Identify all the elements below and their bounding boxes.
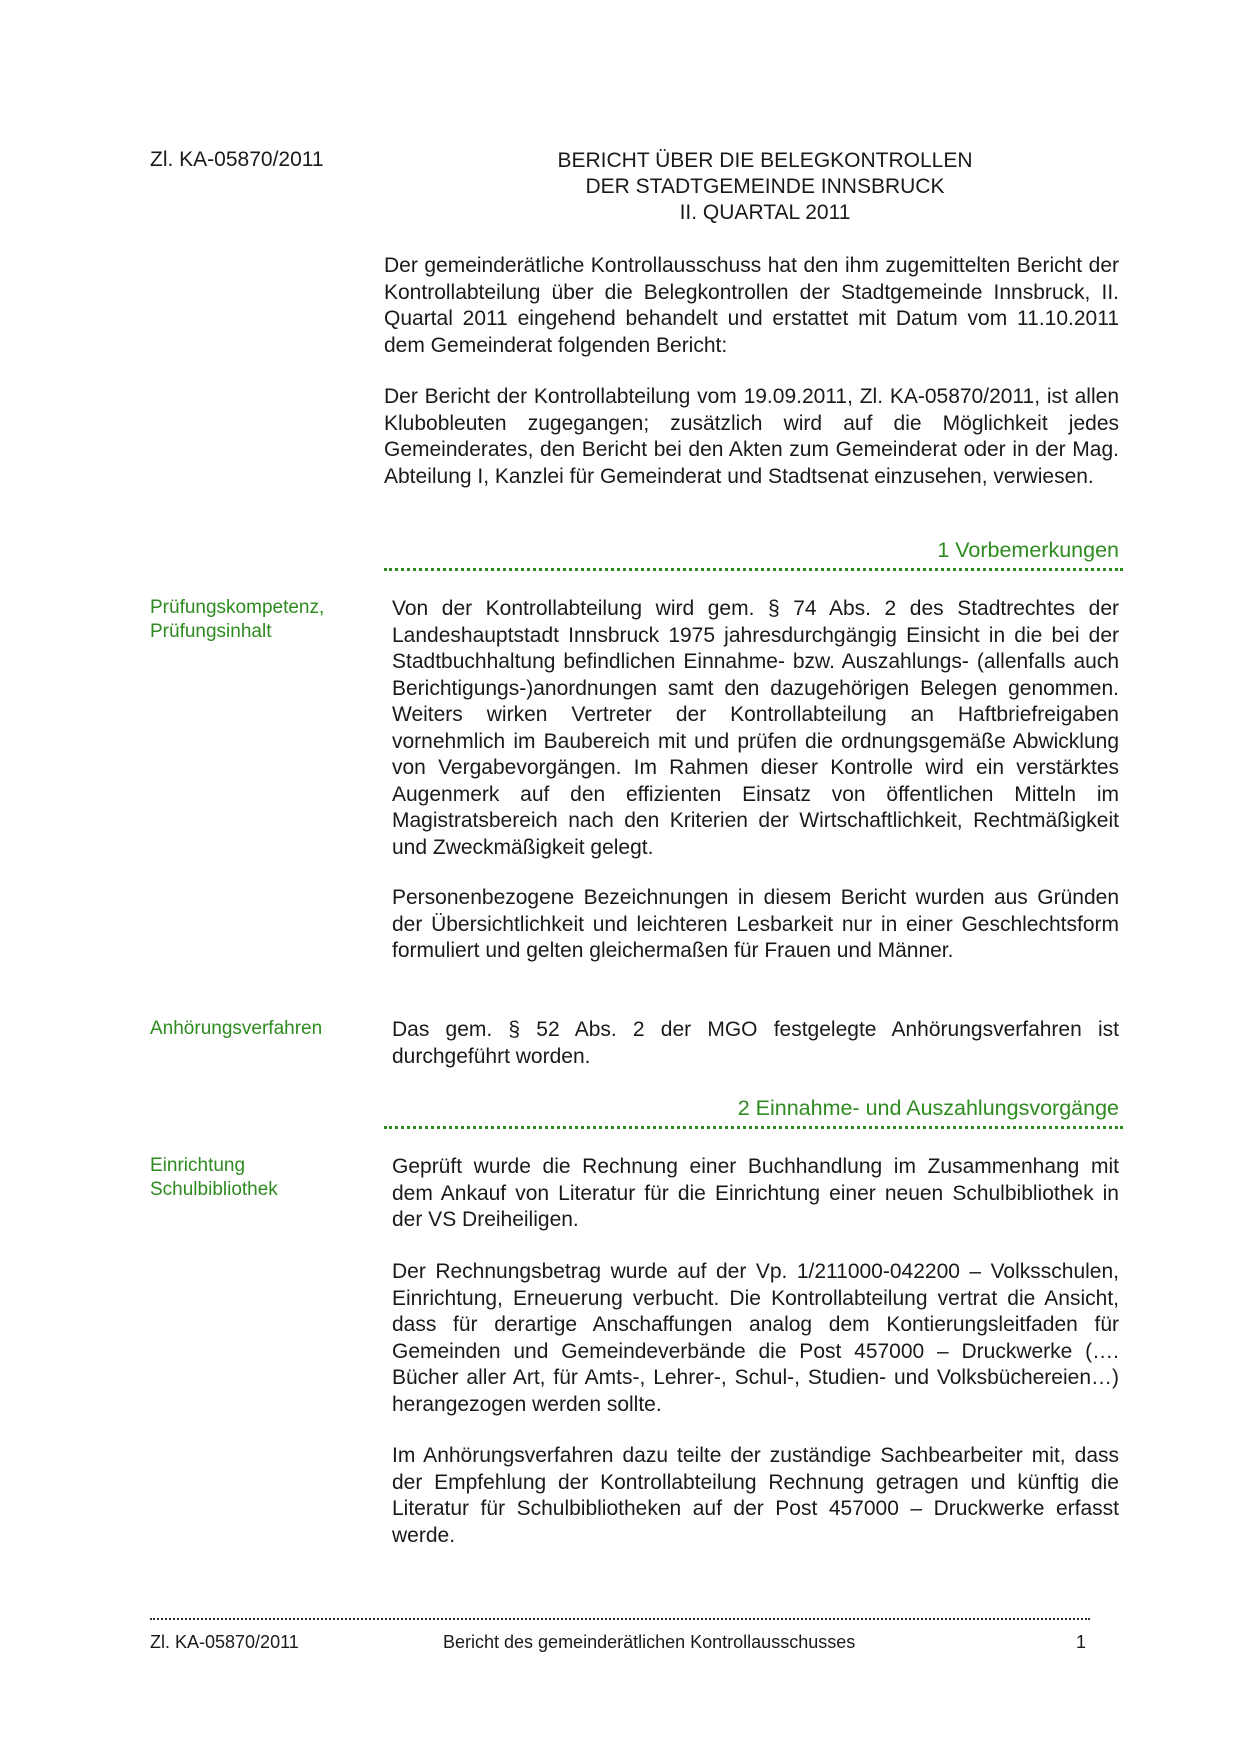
body-paragraph: Von der Kontrollabteilung wird gem. § 74 Abs. 2 des Stadtrechtes der Landeshauptstadt Innsbruck 1975 jahresdurchgängig Einsicht in die bei der Stadtbuchhaltung befindlichen Einnahme- bzw. Auszahlungs- (allenfalls auch Berichtigungs-)anordnungen samt den dazugehörigen Belegen genommen. Weiters wirken Vertreter der Kontrollabteilung an Haftbriefreigaben vornehmlich im Baubereich mit und prüfen die ordnungsgemäße Abwicklung von Vergabevorgängen. Im Rahmen dieser Kontrolle wird ein verstärktes Augenmerk auf den effizienten Einsatz von öffentlichen Mitteln im Magistratsbereich nach den Kriterien der Wirtschaftlichkeit, Rechtmäßigkeit und Zweckmäßigkeit gelegt. <box>392 597 1119 859</box>
body-paragraph: Der Rechnungsbetrag wurde auf der Vp. 1/211000-042200 – Volksschulen, Einrichtung, Erneuerung verbucht. Die Kontrollabteilung vertrat die Ansicht, dass für derartige Anschaffungen analog dem Kontierungsleitfaden für Gemeinden und Gemeindeverbände die Post 457000 – Druckwerke (…. Bücher aller Art, für Amts-, Lehrer-, Schul-, Studien- und Volksbüchereien…) herangezogen werden sollte. <box>392 1260 1119 1416</box>
section-divider-2 <box>384 1126 1123 1129</box>
document-title <box>460 148 1070 226</box>
body-paragraph: Das gem. § 52 Abs. 2 der MGO festgelegte Anhörungsverfahren ist durchgeführt worden. <box>392 1018 1119 1068</box>
intro-paragraph-2: Der Bericht der Kontrollabteilung vom 19.09.2011, Zl. KA-05870/2011, ist allen Klubobleuten zugegangen; zusätzlich wird auf die Möglichkeit jedes Gemeinderates, den Bericht bei den Akten zum Gemeinderat oder in der Mag. Abteilung I, Kanzlei für Gemeinderat und Stadtsenat einzusehen, verwiesen. <box>384 385 1119 488</box>
body-paragraph: Personenbezogene Bezeichnungen in diesem Bericht wurden aus Gründen der Übersichtlichkeit und leichteren Lesbarkeit nur in einer Geschlechtsform formuliert und gelten gleichermaßen für Frauen und Männer. <box>392 886 1119 962</box>
intro-paragraph-1: Der gemeinderätliche Kontrollausschuss hat den ihm zugemittelten Bericht der Kontrollabteilung über die Belegkontrollen der Stadtgemeinde Innsbruck, II. Quartal 2011 eingehend behandelt und erstattet mit Datum vom 11.10.2011 dem Gemeinderat folgenden Bericht: <box>384 254 1119 357</box>
title-line-3: II. QUARTAL 2011 <box>679 201 851 224</box>
section-heading-2: 2 Einnahme- und Auszahlungsvorgänge <box>737 1096 1119 1120</box>
section-divider-1 <box>384 568 1123 571</box>
document-reference: Zl. KA-05870/2011 <box>150 148 324 171</box>
footer-title: Bericht des gemeinderätlichen Kontrollausschusses <box>443 1632 856 1652</box>
body-paragraph: Geprüft wurde die Rechnung einer Buchhandlung im Zusammenhang mit dem Ankauf von Literatur für die Einrichtung einer neuen Schulbibliothek in der VS Dreiheiligen. <box>392 1155 1119 1231</box>
footer-reference: Zl. KA-05870/2011 <box>150 1632 299 1652</box>
side-label-anhoerungsverfahren: Anhörungsverfahren <box>150 1018 323 1039</box>
side-label-pruefungskompetenz: Prüfungskompetenz, Prüfungsinhalt <box>150 597 325 642</box>
body-paragraph: Im Anhörungsverfahren dazu teilte der zuständige Sachbearbeiter mit, dass der Empfehlung der Kontrollabteilung Rechnung getragen und künftig die Literatur für Schulbibliotheken auf der Post 457000 – Druckwerke erfasst werde. <box>392 1444 1119 1547</box>
title-line-2: DER STADTGEMEINDE INNSBRUCK <box>585 175 945 198</box>
side-label-schulbibliothek: Einrichtung Schulbibliothek <box>150 1155 278 1200</box>
title-line-1: BERICHT ÜBER DIE BELEGKONTROLLEN <box>557 149 973 172</box>
page-number: 1 <box>1076 1632 1087 1652</box>
footer-divider <box>150 1618 1090 1620</box>
section-heading-1: 1 Vorbemerkungen <box>937 538 1119 562</box>
